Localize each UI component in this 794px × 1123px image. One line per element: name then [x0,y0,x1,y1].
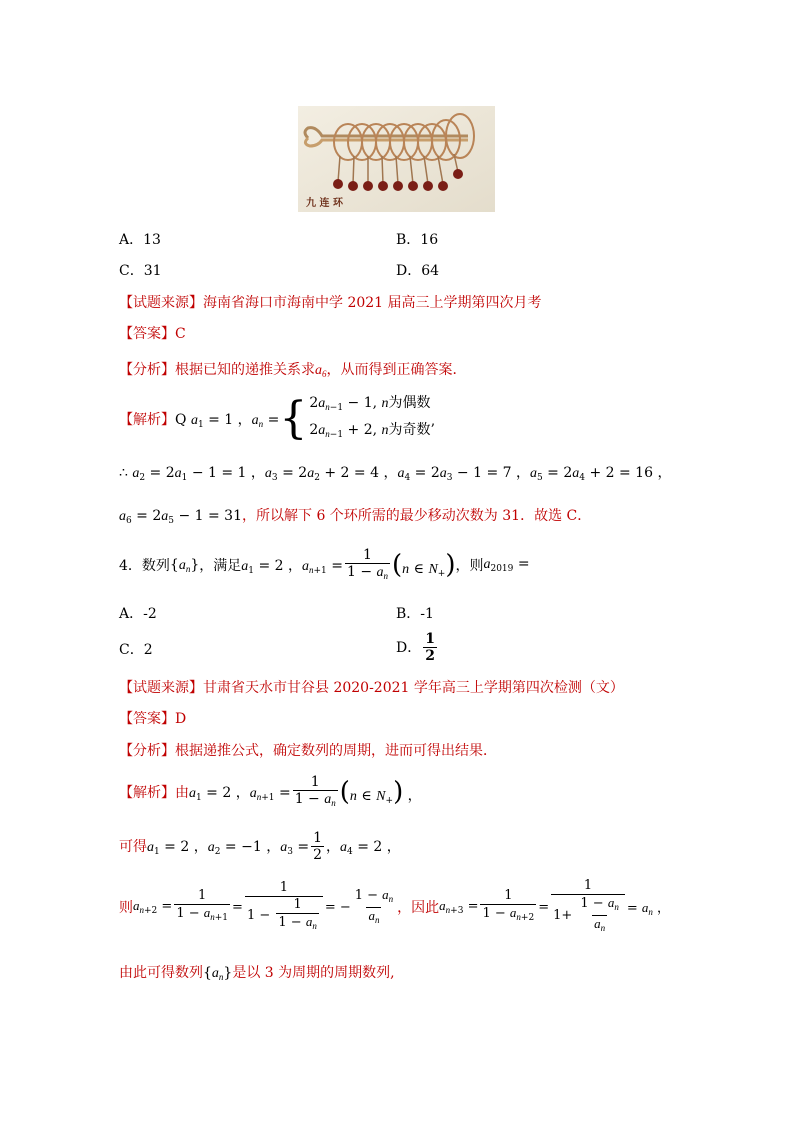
q4-sol-a3-frac: $\frac{1}{2}$ [313,829,323,863]
q3-answer [119,323,186,343]
q4-frac: $\frac{1}{1 - a_n}$ [345,547,390,584]
q4-sol-frac-e: 1 1+ $\frac{1 - a_n}{a_n}$ [551,878,625,936]
q3-analysis-tag: 【分析】 [119,362,175,378]
cases-block [309,392,435,446]
q4-sol-frac-c: $\frac{1 - a_n}{a_n}$ [353,887,395,928]
q3-source [119,292,542,312]
q3-solution-math1: Q $a_1 = 1$ ，$a_n$ = [175,411,280,430]
q4-sol-frac-b: 1 1 − $\frac{1}{1 - a_n}$ [245,880,323,934]
q4-solution-line2 [119,826,401,866]
q4-option-d-label: D． [396,640,422,656]
case-odd: $2a_{n-1} + 2$, n为奇数’ [309,422,435,440]
q4-stem-mid: ，满足 [199,558,242,574]
q4-sol-values: $a_1 = 2$ ，$a_2 = -1$ ，$a_3$ = [147,838,310,857]
q4-source [119,677,624,697]
q4-sol-result: = $a_n$ ， [626,900,671,917]
q4-seq: $\{a_n\}$ [169,556,200,574]
q3-solution-tag: 【解析】 [119,412,175,428]
q4-stem-prefix: 4．数列 [119,558,170,574]
q4-sol-an2: $a_{n+2}$ = [133,898,173,916]
q4-answer-tag: 【答案】 [119,711,175,727]
q3-option-d: D．64 [396,263,440,279]
q4-solution-tag: 【解析】 [119,785,175,801]
q3-solution-line3: $a_6 = 2a_5 - 1 = 31$，所以解下 6 个环所需的最少移动次数为 31．故选 C． [119,508,592,526]
q3-analysis-text: 根据已知的递推关系求 [175,362,315,378]
q3-source-tag: 【试题来源】 [119,295,203,311]
q4-sol-then: 则 [119,900,133,916]
q4-source-text: 甘肃省天水市甘谷县 2020-2021 学年高三上学期第四次检测（文） [203,680,624,696]
q4-target: $a_{2019}$ = [483,556,530,574]
q4-answer [119,708,186,728]
q4-sol-hence: ，因此 [397,900,440,916]
q4-option-b: B．-1 [396,606,434,622]
q4-analysis-text: 根据递推公式，确定数列的周期，进而可得出结果． [175,743,497,759]
q4-a1: $a_1 = 2$ ，$a_{n+1}$ = [241,557,343,576]
q4-option-c: C．2 [119,642,153,658]
q3-solution-line2: ∴ $a_2 = 2a_1 - 1 = 1$ ，$a_3 = 2a_2 + 2 = 4$ ，$a_4 = 2a_3 - 1 = 7$ ，$a_5 = 2a_4 + 2 = 16$ ， [119,465,672,483]
q4-solution-final [119,962,395,982]
q4-final-seq: $\{a_n\}$ [203,965,233,982]
case-even: $2a_{n-1} - 1$, n为偶数 [309,395,431,413]
cases-brace: { [279,393,308,444]
q4-stem-then: ，则 [455,558,484,574]
q3-solution-line1 [119,393,435,444]
q3-analysis-math: $a_6$ [315,363,327,379]
q4-final-suffix: 是以 3 为周期的周期数列, [232,965,395,981]
q4-domain: (n ∈ $N_+$) [392,549,456,580]
q4-sol-frac1: $\frac{1}{1 - a_n}$ [293,774,338,811]
q3-answer-tag: 【答案】 [119,326,175,342]
q4-solution-line3: 则 $a_{n+2}$ = $\frac{1}{1 - a_{n+1}}$ = 1 1 − $\frac{1}{1 - a_n}$ = − $\frac{1 - a_n}{a_n}$ ，因此 $a_{n+3}$ = $\frac{1}{1 - a_{n+2}}$ = 1 1+ $\frac{1 - a_n}{a_n}$ = $a_n$ ， [119,874,670,940]
q4-sol-an3: $a_{n+3}$ = [439,898,479,916]
q4-final-prefix: 由此可得数列 [119,965,203,981]
q4-sol-get: 可得 [119,839,147,855]
q3-answer-value: C [175,326,186,342]
q4-option-d [396,628,439,666]
q4-solution-line1 [119,772,422,812]
q3-analysis [119,359,467,379]
q4-sol-frac-d: $\frac{1}{1 - a_{n+2}}$ [480,888,536,926]
q3-analysis-end: ，从而得到正确答案． [326,362,467,378]
q4-analysis-tag: 【分析】 [119,743,175,759]
q4-sol-frac-a: $\frac{1}{1 - a_{n+1}}$ [174,888,230,926]
q4-analysis [119,740,497,760]
q3-source-text: 海南省海口市海南中学 2021 届高三上学期第四次月考 [203,295,542,311]
q3-option-b: B．16 [396,232,439,248]
q4-sol-math1: $a_1 = 2$ ，$a_{n+1}$ = [189,784,291,803]
q4-sol-a4: ，$a_4 = 2$ ， [326,838,401,857]
q4-answer-value: D [175,711,187,727]
q4-option-d-frac: $\frac{1}{2}$ [425,630,435,664]
photo-caption: 九 连 环 [306,198,343,209]
puzzle-photo [298,106,495,212]
q3-option-c: C．31 [119,263,162,279]
q4-sol-from: 由 [175,785,189,801]
q4-stem [119,545,530,585]
q3-option-a: A．13 [119,232,161,248]
q4-option-a: A．-2 [119,606,157,622]
q3-conclusion: ，所以解下 6 个环所需的最少移动次数为 31．故选 C． [242,508,592,524]
q4-sol-domain: (n ∈ $N_+$) ， [339,776,422,807]
q4-source-tag: 【试题来源】 [119,680,203,696]
